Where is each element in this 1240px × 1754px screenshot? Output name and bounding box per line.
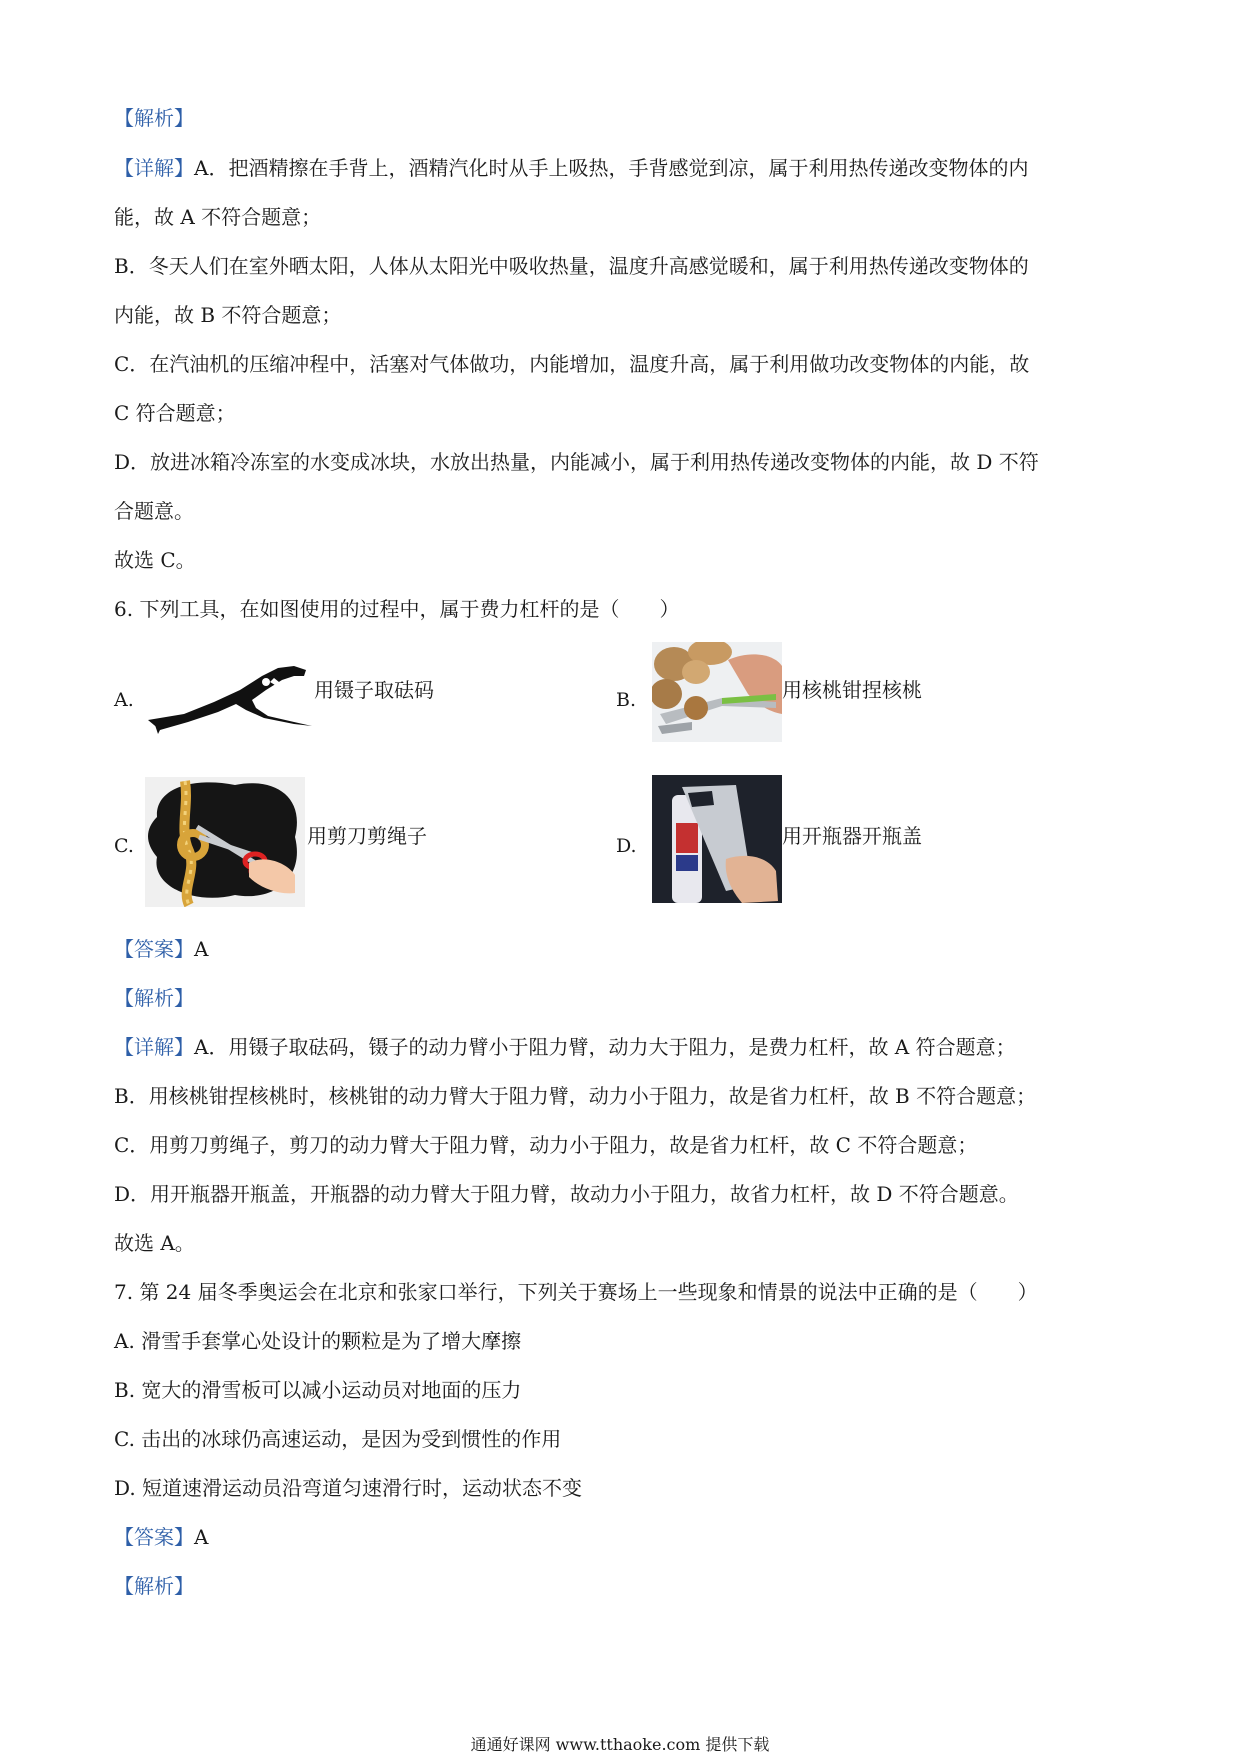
option-d-label: D. [616, 835, 637, 857]
detail-text: B．用核桃钳捏核桃时，核桃钳的动力臂大于阻力臂，动力小于阻力，故是省力杠杆，故 B 不符合题意； [114, 1084, 1037, 1108]
detail-text: C．用剪刀剪绳子，剪刀的动力臂大于阻力臂，动力小于阻力，故是省力杠杆，故 C 不符合题意； [114, 1133, 978, 1157]
analysis-tag: 【解析】 [114, 106, 194, 130]
option-a-caption: 用镊子取砝码 [314, 678, 434, 702]
scissors-rope-icon [145, 777, 305, 907]
analysis-tag: 【解析】 [114, 986, 194, 1010]
option-b-label: B. [616, 689, 637, 711]
detail-text: A．用镊子取砝码，镊子的动力臂小于阻力臂，动力大于阻力，是费力杠杆，故 A 符合题意； [194, 1035, 1016, 1059]
option-c-caption: 用剪刀剪绳子 [307, 824, 427, 848]
nutcracker-photo [652, 642, 782, 742]
answer-value: A [194, 1525, 209, 1549]
option-d-caption: 用开瓶器开瓶盖 [782, 824, 922, 848]
detail-text: 合题意。 [114, 499, 194, 523]
detail-text: 能，故 A 不符合题意； [114, 205, 322, 229]
detail-text: A．把酒精擦在手背上，酒精汽化时从手上吸热，手背感觉到凉，属于利用热传递改变物体的内 [194, 156, 1029, 180]
q7-option-c: C. 击出的冰球仍高速运动，是因为受到惯性的作用 [114, 1427, 562, 1451]
detail-line [114, 154, 1028, 182]
detail-text: D．放进冰箱冷冻室的水变成冰块，水放出热量，内能减小，属于利用热传递改变物体的内能，故 D 不符 [114, 450, 1039, 474]
detail-text: C．在汽油机的压缩冲程中，活塞对气体做功，内能增加，温度升高，属于利用做功改变物体的内能，故 [114, 352, 1030, 376]
detail-tag: 【详解】 [114, 1035, 194, 1059]
option-a-label: A. [114, 689, 134, 711]
detail-line [114, 1033, 1016, 1061]
detail-text: 内能，故 B 不符合题意； [114, 303, 342, 327]
option-b-caption: 用核桃钳捏核桃 [782, 678, 922, 702]
question-6-stem: 6. 下列工具，在如图使用的过程中，属于费力杠杆的是（ ） [114, 597, 680, 621]
answer-tag: 【答案】 [114, 937, 194, 961]
q7-option-a: A. 滑雪手套掌心处设计的颗粒是为了增大摩擦 [114, 1329, 522, 1353]
tweezers-icon [144, 654, 314, 736]
q7-option-d: D. 短道速滑运动员沿弯道匀速滑行时，运动状态不变 [114, 1476, 583, 1500]
answer-tag: 【答案】 [114, 1525, 194, 1549]
answer-line [114, 935, 208, 963]
detail-text: B．冬天人们在室外晒太阳，人体从太阳光中吸收热量，温度升高感觉暖和，属于利用热传递改变物体的 [114, 254, 1029, 278]
analysis-tag: 【解析】 [114, 1574, 194, 1598]
footer-text: 通通好课网 www.tthaoke.com 提供下载 [470, 1735, 770, 1754]
answer-line [114, 1523, 208, 1551]
detail-text: C 符合题意； [114, 401, 236, 425]
q7-option-b: B. 宽大的滑雪板可以减小运动员对地面的压力 [114, 1378, 522, 1402]
question-7-stem: 7. 第 24 届冬季奥运会在北京和张家口举行，下列关于赛场上一些现象和情景的说法中正确的是（ ） [114, 1280, 1038, 1304]
detail-tag: 【详解】 [114, 156, 194, 180]
detail-text: D．用开瓶器开瓶盖，开瓶器的动力臂大于阻力臂，故动力小于阻力，故省力杠杆，故 D 不符合题意。 [114, 1182, 1019, 1206]
option-c-label: C. [114, 835, 134, 857]
answer-value: A [194, 937, 209, 961]
choose-text: 故选 A。 [114, 1231, 195, 1255]
choose-text: 故选 C。 [114, 548, 196, 572]
bottle-opener-photo [652, 775, 782, 903]
